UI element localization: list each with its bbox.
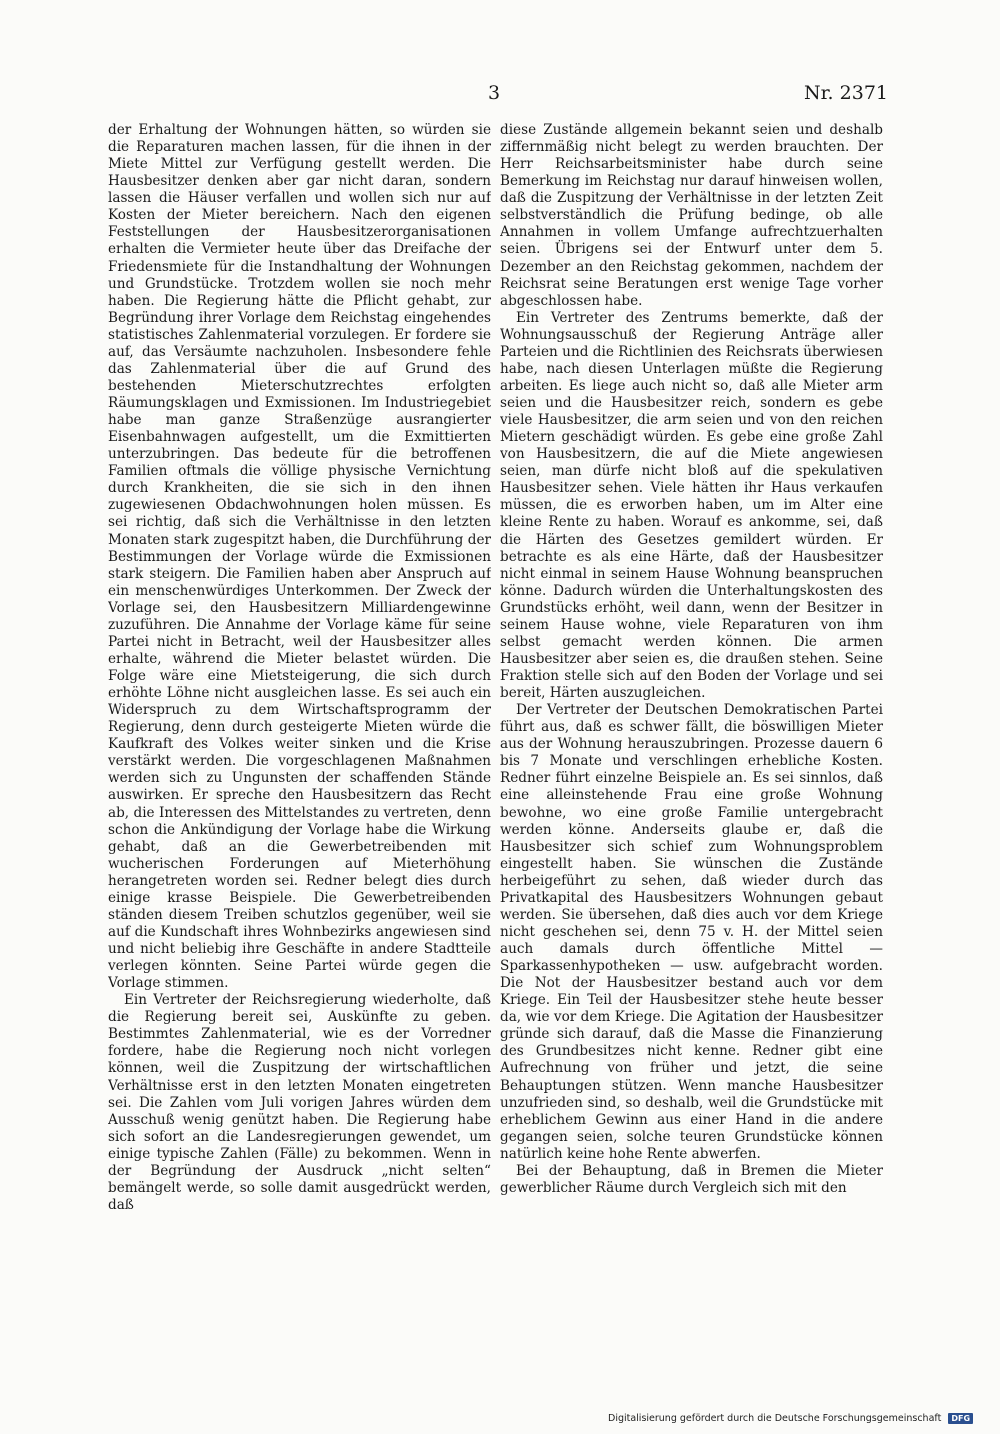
left-paragraph-1: der Erhaltung der Wohnungen hätten, so würden sie die Reparaturen machen lassen, für die ihnen in der Miete Mittel zur Verfügung gestellt werden. Die Hausbesitzer denken aber gar nicht daran, sondern lassen die Häuser verfallen und wollen sich nur auf Kosten der Mieter bereichern. Nach den eigenen Feststellungen der Hausbesitzerorganisationen erhalten die Vermieter heute über das Dreifache der Friedensmiete für die Instandhaltung der Wohnungen und Grundstücke. Trotzdem wollen sie noch mehr haben. Die Regierung hätte die Pflicht gehabt, zur Begründung ihrer Vorlage dem Reichstag eingehendes statistisches Zahlenmaterial vorzulegen. Er fordere sie auf, das Versäumte nachzuholen. Insbesondere fehle das Zahlenmaterial über die auf Grund des bestehenden Mieterschutzrechtes erfolgten Räumungsklagen und Exmissionen. Im Industriegebiet habe man ganze Straßenzüge ausrangierter Eisenbahnwagen aufgestellt, um die Exmittierten unterzubringen. Das bedeute für die betroffenen Familien oftmals die völlige physische Vernichtung durch Krankheiten, die sie sich in den ihnen zugewiesenen Obdachwohnungen holen müssen. Es sei richtig, daß sich die Verhältnisse in den letzten Monaten stark zugespitzt haben, die Durchführung der Bestimmungen der Vorlage würde die Exmissionen stark steigern. Die Familien haben aber Anspruch auf ein menschenwürdiges Unterkommen. Der Zweck der Vorlage sei, den Hausbesitzern Milliardengewinne zuzuführen. Die Annahme der Vorlage käme für seine Partei nicht in Betracht, weil der Hausbesitzer alles erhalte, während die Mieter belastet würden. Die Folge wäre eine Mietsteigerung, die sich durch erhöhte Löhne nicht ausgleichen lasse. Es sei auch ein Widerspruch zu dem Wirtschaftsprogramm der Regierung, denn durch gesteigerte Mieten würde die Kaufkraft des Volkes weiter sinken und die Krise verstärkt werden. Die vorgeschlagenen Maßnahmen werden sich zu Ungunsten der schaffenden Stände auswirken. Er spreche den Hausbesitzern das Recht ab, die Interessen des Mittelstandes zu vertreten, denn schon die Ankündigung der Vorlage habe die Wirkung gehabt, daß an die Gewerbetreibenden mit wucherischen Forderungen auf Mieterhöhung herangetreten worden sei. Redner belegt dies durch einige krasse Beispiele. Die Gewerbetreibenden ständen diesem Treiben schutzlos gegenüber, weil sie auf die Kundschaft ihres Wohnbezirks angewiesen sind und nicht beliebig ihre Geschäfte in andere Stadtteile verlegen könnten. Seine Partei würde gegen die Vorlage stimmen. [108,122,491,992]
dfg-logo: DFG [948,1413,973,1424]
digitization-credit [608,1413,992,1429]
left-column [108,122,491,1298]
page-number: 3 [488,82,501,104]
right-column [500,122,883,1298]
right-paragraph-1: diese Zustände allgemein bekannt seien und deshalb ziffernmäßig nicht belegt zu werden brauchten. Der Herr Reichsarbeitsminister habe durch seine Bemerkung im Reichstag nur darauf hinweisen wollen, daß die Zuspitzung der Verhältnisse in der letzten Zeit selbstverständlich die Prüfung bedinge, ob alle Annahmen in vollem Umfange aufrechtzuerhalten seien. Übrigens sei der Entwurf unter dem 5. Dezember an den Reichstag gekommen, nachdem der Reichsrat seine Beratungen erst wenige Tage vorher abgeschlossen habe. [500,122,883,309]
document-number: Nr. 2371 [803,82,888,104]
right-paragraph-2: Ein Vertreter des Zentrums bemerkte, daß der Wohnungsausschuß der Regierung Anträge aller Parteien und die Richtlinien des Reichsrats überwiesen habe, nach diesen Unterlagen müßte die Regierung arbeiten. Es liege auch nicht so, daß alle Mieter arm seien und die Hausbesitzer reich, sondern es gebe viele Hausbesitzer, die arm seien und von den reichen Mietern geschädigt würden. Es gebe eine große Zahl von Hausbesitzern, die auf die Miete angewiesen seien, man dürfe nicht bloß auf die spekulativen Hausbesitzer sehen. Viele hätten ihr Haus verkaufen müssen, die es erworben haben, um im Alter eine kleine Rente zu haben. Worauf es ankomme, sei, daß die Härten des Gesetzes gemildert würden. Er betrachte es als eine Härte, daß der Hausbesitzer nicht einmal in seinem Hause Wohnung beanspruchen könne. Dadurch würden die Unterhaltungskosten des Grundstücks erhöht, weil dann, wenn der Besitzer in seinem Hause wohne, viele Reparaturen von ihm selbst gemacht werden können. Die armen Hausbesitzer aber seien es, die draußen stehen. Seine Fraktion stelle sich auf den Boden der Vorlage und sei bereit, Härten auszugleichen. [500,309,883,702]
right-paragraph-4: Bei der Behauptung, daß in Bremen die Mieter gewerblicher Räume durch Vergleich sich mit den [500,1162,883,1196]
credit-text: Digitalisierung gefördert durch die Deutsche Forschungsgemeinschaft [608,1413,942,1424]
page-header [0,82,1000,112]
right-paragraph-3: Der Vertreter der Deutschen Demokratischen Partei führt aus, daß es schwer fällt, die böswilligen Mieter aus der Wohnung herauszubringen. Prozesse dauern 6 bis 7 Monate und verschlingen erhebliche Kosten. Redner führt einzelne Beispiele an. Es sei sinnlos, daß eine alleinstehende Frau eine große Wohnung bewohne, wo eine große Familie untergebracht werden könne. Anderseits glaube er, daß die Hausbesitzer sich schief zum Wohnungsproblem eingestellt haben. Sie wünschen die Zustände herbeigeführt zu sehen, daß wieder durch das Privatkapital des Hausbesitzers Wohnungen gebaut werden. Sie übersehen, daß dies auch vor dem Kriege nicht geschehen sei, denn 75 v. H. der Mittel seien auch damals durch öffentliche Mittel — Sparkassenhypotheken — usw. aufgebracht worden. Die Not der Hausbesitzer bestand auch vor dem Kriege. Ein Teil der Hausbesitzer stehe heute besser da, wie vor dem Kriege. Die Agitation der Hausbesitzer gründe sich darauf, daß die Masse die Finanzierung des Grundbesitzes nicht kenne. Redner gibt eine Aufrechnung von früher und jetzt, die seine Behauptungen stützen. Wenn manche Hausbesitzer unzufrieden sind, so deshalb, weil die Grundstücke mit erheblichem Gewinn aus einer Hand in die andere gegangen seien, solche teuren Grundstücke können natürlich keine hohe Rente abwerfen. [500,702,883,1162]
left-paragraph-2: Ein Vertreter der Reichsregierung wiederholte, daß die Regierung bereit sei, Auskünfte zu geben. Bestimmtes Zahlenmaterial, wie es der Vorredner fordere, habe die Regierung noch nicht vorlegen können, weil die Zuspitzung der wirtschaftlichen Verhältnisse erst in den letzten Monaten eingetreten sei. Die Zahlen vom Juli vorigen Jahres würden dem Ausschuß wenig genützt haben. Die Regierung habe sich sofort an die Landesregierungen gewendet, um einige typische Zahlen (Fälle) zu bekommen. Wenn in der Begründung der Ausdruck „nicht selten“ bemängelt werde, so solle damit ausgedrückt werden, daß [108,992,491,1213]
